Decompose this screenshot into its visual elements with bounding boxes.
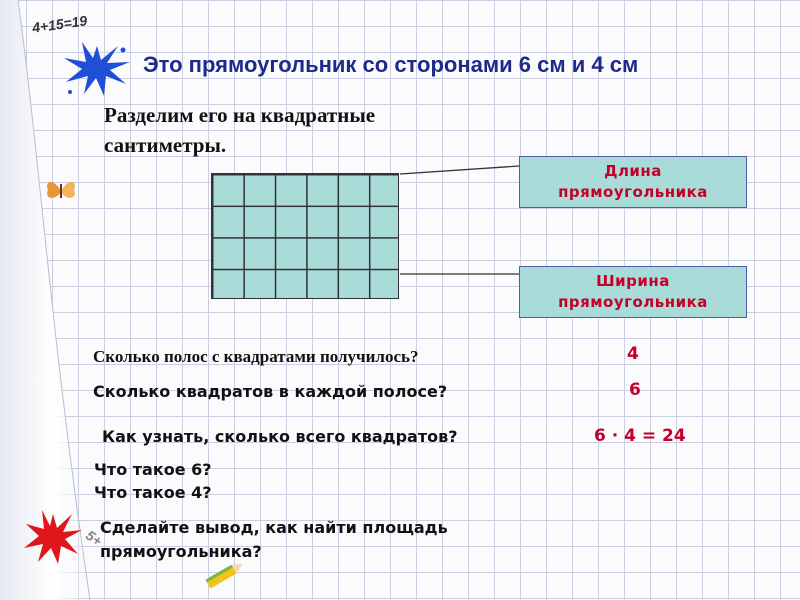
- question-what-is-4: Что такое 4?: [94, 483, 212, 502]
- rectangle-grid-6x4: [211, 173, 399, 299]
- answer-total-squares: 6 · 4 = 24: [594, 426, 686, 446]
- width-label-box: [519, 266, 747, 318]
- question-total-squares: Как узнать, сколько всего квадратов?: [102, 427, 458, 446]
- width-label-line1: Ширина: [596, 272, 670, 290]
- answer-strips: 4: [627, 344, 639, 364]
- length-label-line2: прямоугольника: [558, 183, 708, 201]
- red-splat-icon: [22, 508, 84, 566]
- connector-lines: [398, 160, 523, 280]
- doodle-equation: 4+15=19: [31, 12, 89, 36]
- slide-title: Это прямоугольник со сторонами 6 см и 4 см: [143, 52, 639, 77]
- butterfly-icon: [44, 178, 78, 204]
- doodle-equation-bottom: 5+: [82, 526, 106, 550]
- question-squares-per-strip: Сколько квадратов в каждой полосе?: [93, 382, 448, 401]
- length-label-box: [519, 156, 747, 208]
- slide-subtitle: Разделим его на квадратные сантиметры.: [104, 103, 376, 157]
- length-label-line1: Длина: [604, 162, 662, 180]
- blue-splat-icon: [60, 38, 134, 100]
- question-strips: Сколько полос с квадратами получилось?: [93, 347, 419, 366]
- question-what-is-6: Что такое 6?: [94, 460, 212, 479]
- width-label-line2: прямоугольника: [558, 293, 708, 311]
- question-conclusion: Сделайте вывод, как найти площадь прямоугольника?: [100, 518, 448, 561]
- answer-squares-per-strip: 6: [629, 380, 641, 400]
